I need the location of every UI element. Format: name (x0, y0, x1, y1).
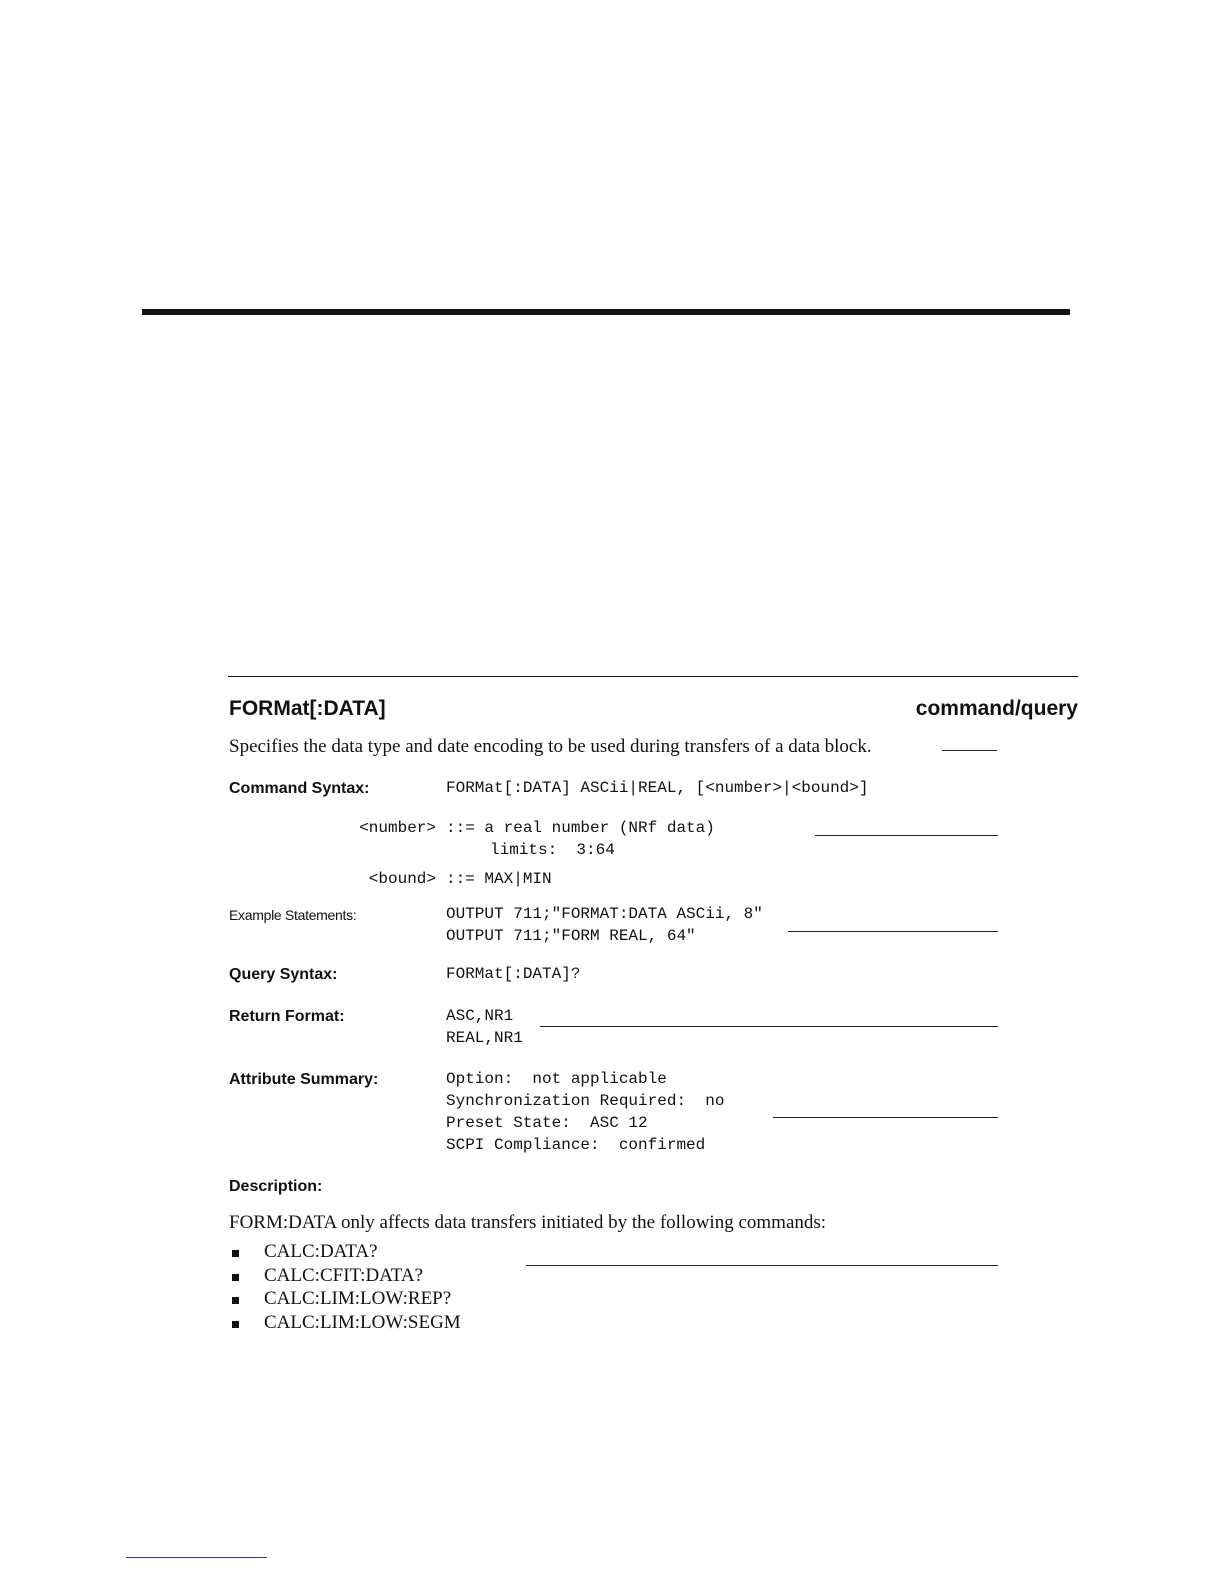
intro-text: Specifies the data type and date encoding to be used during transfers of a data block. (229, 736, 872, 757)
annotation-line (540, 1026, 998, 1027)
list-item (232, 1240, 461, 1264)
param-number-limits: limits: 3:64 (490, 841, 615, 859)
command-list (232, 1240, 461, 1334)
param-number-definition: ::= a real number (NRf data) (446, 819, 715, 837)
top-thick-rule (142, 309, 1070, 315)
param-bound-definition: ::= MAX|MIN (446, 870, 552, 888)
query-syntax-value: FORMat[:DATA]? (446, 965, 581, 983)
footer-rule (126, 1557, 267, 1558)
command-title: FORMat[:DATA] (229, 697, 386, 720)
bullet-icon (232, 1321, 239, 1328)
command-syntax-value: FORMat[:DATA] ASCii|REAL, [<number>|<bound>] (446, 779, 869, 797)
return-format-line-1: ASC,NR1 (446, 1007, 514, 1025)
annotation-line (773, 1117, 998, 1118)
attribute-scpi-compliance: SCPI Compliance: confirmed (446, 1136, 706, 1154)
attribute-synchronization: Synchronization Required: no (446, 1092, 725, 1110)
list-item (232, 1287, 461, 1311)
return-format-label: Return Format: (229, 1008, 345, 1025)
attribute-preset-state: Preset State: ASC 12 (446, 1114, 648, 1132)
description-label: Description: (229, 1178, 323, 1195)
command-type: command/query (915, 697, 1078, 720)
bullet-icon (232, 1297, 239, 1304)
param-bound-name: <bound> (368, 870, 436, 888)
annotation-line (815, 835, 998, 836)
attribute-option: Option: not applicable (446, 1070, 667, 1088)
param-number-name: <number> (359, 819, 436, 837)
bullet-icon (232, 1250, 239, 1257)
list-item-label: CALC:DATA? (264, 1241, 378, 1262)
example-statements-label: Example Statements: (229, 907, 357, 923)
example-statement-1: OUTPUT 711;"FORMAT:DATA ASCii, 8" (446, 905, 763, 923)
annotation-line (788, 931, 998, 932)
list-item (232, 1311, 461, 1335)
bullet-icon (232, 1274, 239, 1281)
section-rule (228, 676, 1078, 677)
list-item-label: CALC:LIM:LOW:REP? (264, 1288, 452, 1309)
list-item-label: CALC:LIM:LOW:SEGM (264, 1311, 461, 1333)
return-format-line-2: REAL,NR1 (446, 1029, 523, 1047)
query-syntax-label: Query Syntax: (229, 966, 338, 983)
example-statement-2: OUTPUT 711;"FORM REAL, 64" (446, 927, 696, 945)
command-syntax-label: Command Syntax: (229, 780, 370, 797)
list-item (232, 1264, 461, 1288)
description-text: FORM:DATA only affects data transfers initiated by the following commands: (229, 1212, 827, 1233)
annotation-line (942, 750, 997, 751)
list-item-label: CALC:CFIT:DATA? (264, 1264, 424, 1286)
annotation-line (526, 1265, 998, 1266)
attribute-summary-label: Attribute Summary: (229, 1071, 379, 1088)
